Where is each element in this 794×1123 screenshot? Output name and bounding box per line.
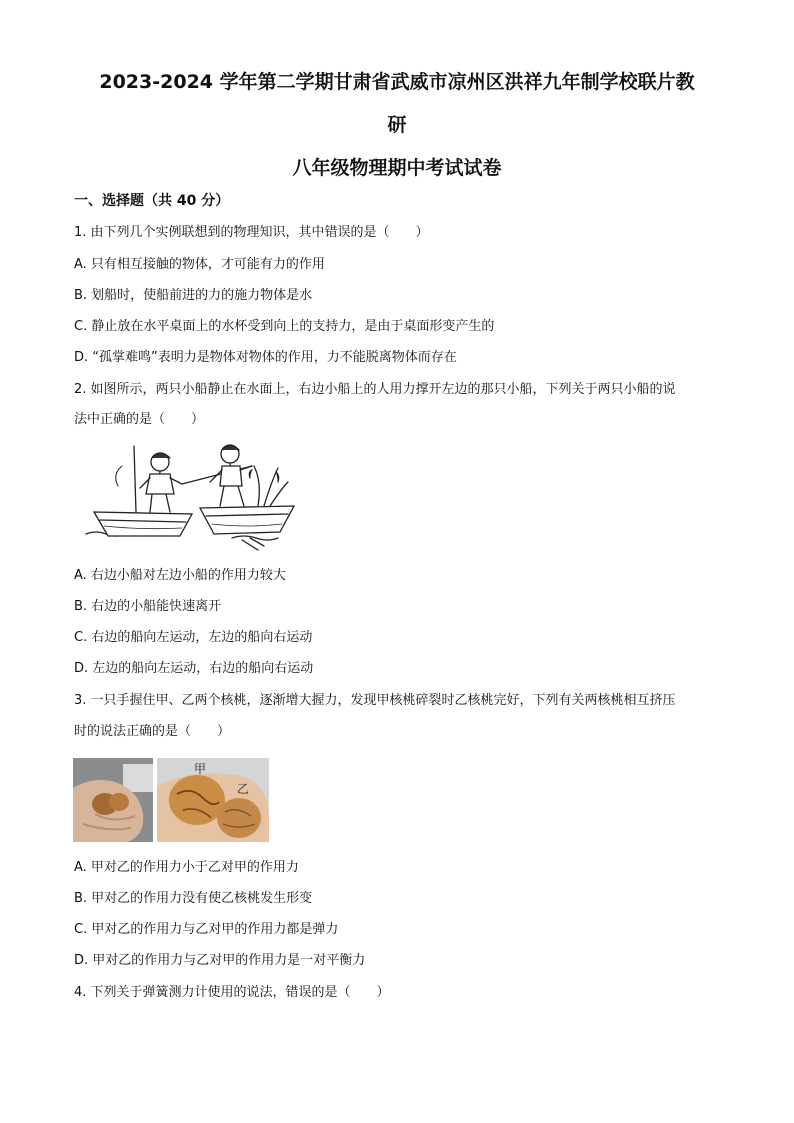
exam-title-line1: 2023-2024 学年第二学期甘肃省武威市凉州区洪祥九年制学校联片教 bbox=[99, 71, 695, 93]
walnuts-photo bbox=[73, 758, 269, 842]
exam-subtitle: 八年级物理期中考试试卷 bbox=[292, 157, 502, 179]
question-1-option-b: B. 划船时，使船前进的力的施力物体是水 bbox=[74, 288, 313, 303]
exam-title-line2: 研 bbox=[387, 114, 407, 136]
question-2-option-a: A. 右边小船对左边小船的作用力较大 bbox=[74, 568, 286, 583]
walnut-label-yi: 乙 bbox=[237, 782, 250, 796]
question-2-option-d: D. 左边的船向左运动，右边的船向右运动 bbox=[74, 661, 314, 676]
question-3-option-b: B. 甲对乙的作用力没有使乙核桃发生形变 bbox=[74, 891, 313, 906]
question-2-option-c: C. 右边的船向左运动，左边的船向右运动 bbox=[74, 630, 313, 645]
question-1-stem: 1. 由下列几个实例联想到的物理知识，其中错误的是（ ） bbox=[74, 225, 429, 240]
question-2-stem-line1: 2. 如图所示，两只小船静止在水面上，右边小船上的人用力撑开左边的那只小船，下列关于两只小船的说 bbox=[74, 382, 676, 397]
question-4-stem: 4. 下列关于弹簧测力计使用的说法，错误的是（ ） bbox=[74, 985, 390, 1000]
boats-figure bbox=[82, 442, 298, 554]
question-3-option-a: A. 甲对乙的作用力小于乙对甲的作用力 bbox=[74, 860, 299, 875]
question-3-option-c: C. 甲对乙的作用力与乙对甲的作用力都是弹力 bbox=[74, 922, 339, 937]
question-3-stem-line1: 3. 一只手握住甲、乙两个核桃，逐渐增大握力，发现甲核桃碎裂时乙核桃完好，下列有关两核桃相互挤压 bbox=[74, 693, 676, 708]
question-3-option-d: D. 甲对乙的作用力与乙对甲的作用力是一对平衡力 bbox=[74, 953, 366, 968]
walnut-label-jia: 甲 bbox=[194, 762, 207, 776]
question-1-option-d: D. “孤掌难鸣”表明力是物体对物体的作用，力不能脱离物体而存在 bbox=[74, 350, 457, 365]
question-3-stem-line2: 时的说法正确的是（ ） bbox=[74, 724, 231, 739]
question-2-option-b: B. 右边的小船能快速离开 bbox=[74, 599, 222, 614]
question-1-option-c: C. 静止放在水平桌面上的水杯受到向上的支持力，是由于桌面形变产生的 bbox=[74, 319, 495, 334]
question-2-stem-line2: 法中正确的是（ ） bbox=[74, 412, 205, 427]
walnuts-figure bbox=[73, 758, 269, 842]
section-heading: 一、选择题（共 40 分） bbox=[74, 193, 230, 209]
boats-illustration bbox=[82, 442, 298, 554]
question-1-option-a: A. 只有相互接触的物体，才可能有力的作用 bbox=[74, 257, 325, 272]
